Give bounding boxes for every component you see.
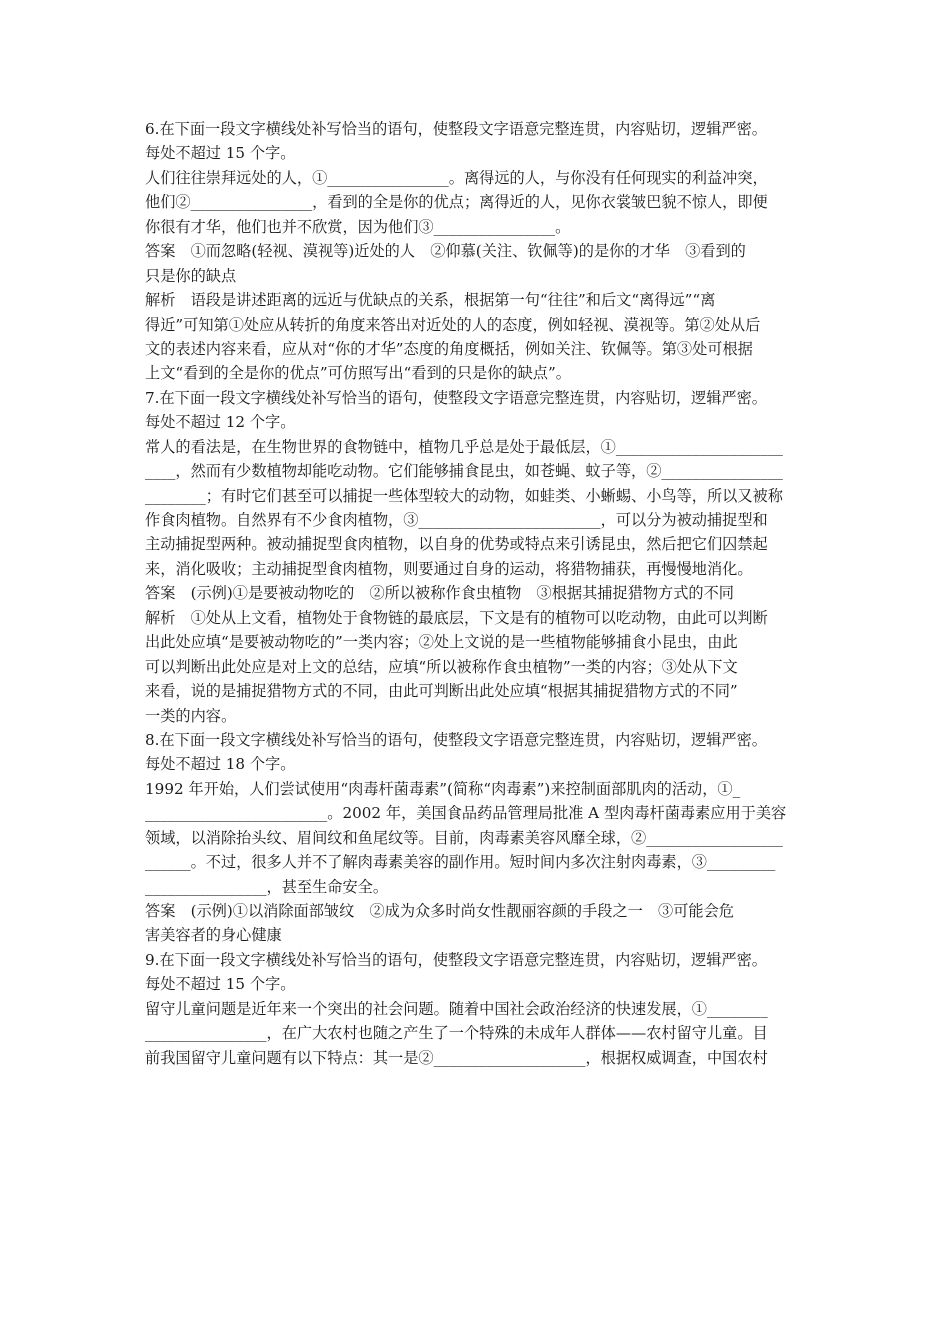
question-6-passage: 人们往往崇拜远处的人，①________________。离得远的人，与你没有任何现实的利益冲突， bbox=[145, 168, 768, 187]
question-7-passage: ____，然而有少数植物却能吃动物。它们能够捕食昆虫，如苍蝇、蚊子等，②________________ bbox=[145, 462, 783, 481]
question-8-answer: 答案 (示例)①以消除面部皱纹 ②成为众多时尚女性靓丽容颜的手段之一 ③可能会危 bbox=[145, 902, 734, 920]
question-7-analysis: 出此处应填“是要被动物吃的”一类内容；②处上文说的是一些植物能够捕食小昆虫，由此 bbox=[145, 633, 738, 652]
question-7-answer: 答案 (示例)①是要被动物吃的 ②所以被称作食虫植物 ③根据其捕捉猎物方式的不同 bbox=[145, 584, 734, 603]
question-9-passage: ________________，在广大农村也随之产生了一个特殊的未成年人群体——农村留守儿童。目 bbox=[145, 1024, 768, 1043]
question-6-analysis: 解析 语段是讲述距离的远近与优缺点的关系，根据第一句“往往”和后文“离得远”“离 bbox=[145, 291, 716, 310]
question-7-analysis: 来看，说的是捕捉猎物方式的不同，由此可判断出此处应填“根据其捕捉猎物方式的不同” bbox=[145, 682, 738, 701]
question-9-prompt: 9.在下面一段文字横线处补写恰当的语句，使整段文字语意完整连贯，内容贴切，逻辑严密。 bbox=[145, 950, 767, 969]
question-7-passage: 来，消化吸收；主动捕捉型食肉植物，则要通过自身的运动，将猎物捕获，再慢慢地消化。 bbox=[145, 559, 753, 578]
question-8-prompt: 8.在下面一段文字横线处补写恰当的语句，使整段文字语意完整连贯，内容贴切，逻辑严密。 bbox=[145, 730, 767, 749]
question-8-limit: 每处不超过 18 个字。 bbox=[145, 755, 296, 774]
question-9-passage: 前我国留守儿童问题有以下特点：其一是②____________________，根据权威调查，中国农村 bbox=[145, 1048, 768, 1067]
question-6-prompt: 6.在下面一段文字横线处补写恰当的语句，使整段文字语意完整连贯，内容贴切，逻辑严密。 bbox=[145, 120, 767, 138]
question-6-passage: 他们②________________，看到的全是你的优点；离得近的人，见你衣裳皱巴貌不惊人，即便 bbox=[145, 193, 768, 212]
question-8-passage: 领域，以消除抬头纹、眉间纹和鱼尾纹等。目前，肉毒素美容风靡全球，②__________________ bbox=[145, 828, 783, 847]
question-6-answer: 答案 ①而忽略(轻视、漠视等)近处的人 ②仰慕(关注、钦佩等)的是你的才华 ③看到的 bbox=[145, 242, 746, 261]
question-8-passage: ________________________。2002 年，美国食品药品管理局批准 A 型肉毒杆菌毒素应用于美容 bbox=[145, 804, 787, 823]
question-6-analysis: 得近”可知第①处应从转折的角度来答出对近处的人的态度，例如轻视、漠视等。第②处从后 bbox=[145, 315, 761, 334]
question-7-analysis: 可以判断出此处应是对上文的总结，应填“所以被称作食虫植物”一类的内容；③处从下文 bbox=[145, 657, 738, 676]
question-6-analysis: 上文“看到的全是你的优点”可仿照写出“看到的只是你的缺点”。 bbox=[145, 364, 571, 383]
question-6-passage: 你很有才华，他们也并不欣赏，因为他们③________________。 bbox=[145, 217, 571, 236]
question-8-passage: ______。不过，很多人并不了解肉毒素美容的副作用。短时间内多次注射肉毒素，③_________ bbox=[145, 853, 776, 872]
question-7-prompt: 7.在下面一段文字横线处补写恰当的语句，使整段文字语意完整连贯，内容贴切，逻辑严密。 bbox=[145, 388, 767, 407]
question-6-analysis: 文的表述内容来看，应从对“你的才华”态度的角度概括，例如关注、钦佩等。第③处可根据 bbox=[145, 339, 753, 358]
question-7-passage: 作食肉植物。自然界有不少食肉植物，③________________________，可以分为被动捕捉型和 bbox=[145, 511, 768, 529]
question-6-answer: 只是你的缺点 bbox=[145, 266, 237, 285]
question-8-passage: ________________，甚至生命安全。 bbox=[145, 877, 388, 896]
question-6-limit: 每处不超过 15 个字。 bbox=[145, 144, 296, 163]
question-9-passage: 留守儿童问题是近年来一个突出的社会问题。随着中国社会政治经济的快速发展，①________ bbox=[145, 999, 768, 1018]
question-7-analysis: 解析 ①处从上文看，植物处于食物链的最底层，下文是有的植物可以吃动物，由此可以判断 bbox=[145, 608, 768, 627]
question-7-analysis: 一类的内容。 bbox=[145, 706, 237, 725]
question-7-passage: 主动捕捉型两种。被动捕捉型食肉植物，以自身的优势或特点来引诱昆虫，然后把它们囚禁起 bbox=[145, 535, 768, 554]
question-8-answer: 害美容者的身心健康 bbox=[145, 926, 282, 945]
question-7-passage: 常人的看法是，在生物世界的食物链中，植物几乎总是处于最低层，①______________________ bbox=[145, 437, 783, 456]
question-9-limit: 每处不超过 15 个字。 bbox=[145, 975, 296, 994]
question-7-limit: 每处不超过 12 个字。 bbox=[145, 413, 296, 432]
question-7-passage: ________；有时它们甚至可以捕捉一些体型较大的动物，如蛙类、小蜥蜴、小鸟等，所以又被称 bbox=[145, 486, 783, 505]
document-body bbox=[145, 117, 817, 1070]
question-8-passage: 1992 年开始，人们尝试使用“肉毒杆菌毒素”(简称“肉毒素”)来控制面部肌肉的活动，①_ bbox=[145, 779, 741, 798]
